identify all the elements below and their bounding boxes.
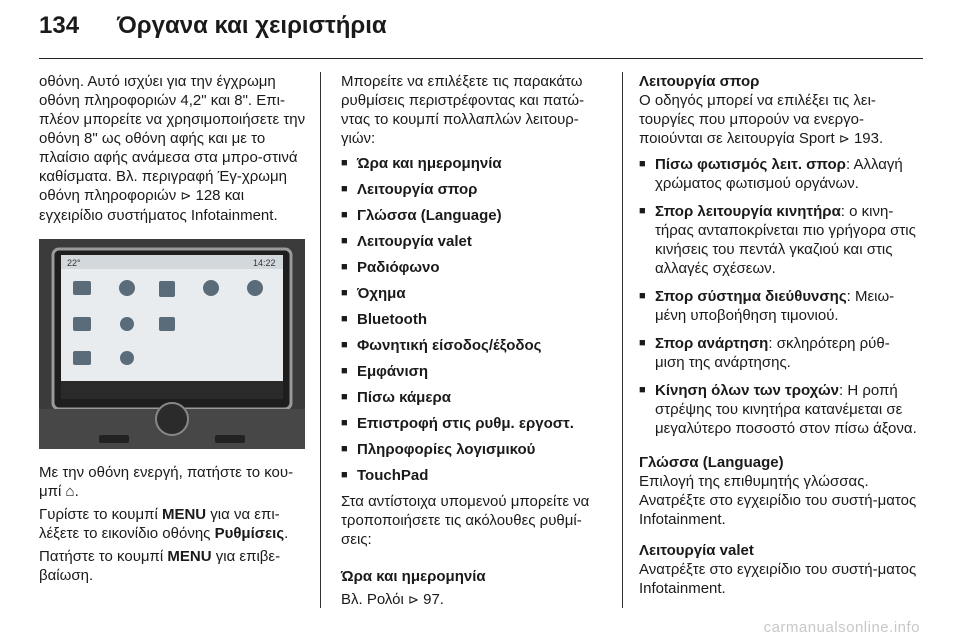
chapter-title: Όργανα και χειριστήρια bbox=[117, 12, 387, 39]
control-knob bbox=[156, 403, 188, 435]
list-item: ■ Πληροφορίες λογισμικού bbox=[341, 440, 609, 459]
paragraph-text: Γυρίστε το κουμπί bbox=[39, 506, 158, 523]
settings-label: Ρυθμίσεις bbox=[214, 525, 285, 542]
settings-list bbox=[341, 154, 609, 485]
menu-button-label: MENU bbox=[167, 548, 212, 565]
section-heading: Λειτουργία σπορ bbox=[639, 73, 760, 90]
sport-options-list bbox=[639, 155, 919, 438]
menu-button-label: MENU bbox=[161, 506, 207, 523]
section-text: Ανατρέξτε στο εγχειρίδιο του συστή-ματος Infotainment. bbox=[639, 561, 917, 597]
list-item: ■ Επιστροφή στις ρυθμ. εργοστ. bbox=[341, 414, 609, 433]
list-item: ■ Σπορ ανάρτηση: σκληρότερη ρύθ-μιση της ανάρτησης. bbox=[639, 334, 919, 372]
column-divider bbox=[320, 72, 321, 608]
list-item: ■ Κίνηση όλων των τροχών: Η ροπή στρέψης του κινητήρα κατανέμεται σε μεγαλύτερο ποσοστό στον πίσω άξονα. bbox=[639, 381, 919, 438]
page-ref[interactable]: 193. bbox=[853, 130, 884, 147]
list-item: ■ Πίσω κάμερα bbox=[341, 388, 609, 407]
list-item: ■ Σπορ σύστημα διεύθυνσης: Μειω-μένη υποβοήθηση τιμονιού. bbox=[639, 287, 919, 325]
page-ref-arrow-icon: ⊳ bbox=[838, 132, 850, 147]
list-item: ■ Bluetooth bbox=[341, 310, 609, 329]
section-heading: Λειτουργία valet bbox=[639, 542, 754, 559]
paragraph-text: Με την οθόνη ενεργή, πατήστε το κου-μπί bbox=[39, 464, 294, 500]
submenu-intro: Στα αντίστοιχα υπομενού μπορείτε να τροποποιήσετε τις ακόλουθες ρυθμί-σεις: bbox=[341, 493, 590, 548]
screen-app-icon bbox=[159, 317, 175, 331]
screen-app-icon bbox=[73, 351, 91, 365]
watermark: carmanualsonline.info bbox=[763, 619, 920, 636]
infotainment-screen-illustration bbox=[39, 239, 305, 449]
page-ref[interactable]: 128 bbox=[195, 187, 221, 204]
infotainment-screen-photo bbox=[39, 239, 305, 449]
column-left bbox=[39, 72, 307, 589]
list-item: ■ Λειτουργία σπορ bbox=[341, 180, 609, 199]
screen-app-icon bbox=[159, 281, 175, 297]
home-icon: ⌂ bbox=[65, 483, 75, 500]
screen-temp: 22° bbox=[67, 258, 81, 268]
paragraph-confirm bbox=[39, 547, 307, 585]
screen-app-icon bbox=[203, 280, 219, 296]
control-button bbox=[99, 435, 129, 443]
list-item: ■ Γλώσσα (Language) bbox=[341, 206, 609, 225]
list-item: ■ Λειτουργία valet bbox=[341, 232, 609, 251]
section-text: Επιλογή της επιθυμητής γλώσσας. Ανατρέξτε στο εγχειρίδιο του συστή-ματος Infotainment. bbox=[639, 473, 917, 528]
paragraph-text: για επιβε-βαίωση. bbox=[39, 548, 281, 584]
screen-app-icon bbox=[120, 351, 134, 365]
screen-app-icon bbox=[73, 317, 91, 331]
paragraph-text: Βλ. Ρολόι bbox=[341, 591, 404, 608]
column-right bbox=[639, 72, 919, 602]
header-rule bbox=[39, 58, 923, 59]
screen-app-icon bbox=[119, 280, 135, 296]
page-number: 134 bbox=[39, 12, 80, 39]
screen-app-icon bbox=[247, 280, 263, 296]
screen-app-icon bbox=[120, 317, 134, 331]
paragraph-press: Με την οθόνη ενεργή, πατήστε το κου-μπί ⌂. bbox=[39, 464, 294, 500]
page-ref-arrow-icon: ⊳ bbox=[408, 593, 419, 608]
section-heading: Ώρα και ημερομηνία bbox=[341, 568, 486, 585]
column-middle bbox=[341, 72, 609, 614]
screen-time: 14:22 bbox=[253, 258, 276, 268]
paragraph-text: Πατήστε το κουμπί bbox=[39, 548, 164, 565]
page-ref[interactable]: 97. bbox=[423, 591, 444, 608]
list-item: ■ Ώρα και ημερομηνία bbox=[341, 154, 609, 173]
list-item: ■ TouchPad bbox=[341, 466, 609, 485]
list-item: ■ Όχημα bbox=[341, 284, 609, 303]
list-item: ■ Πίσω φωτισμός λειτ. σπορ: Αλλαγή χρώματος φωτισμού οργάνων. bbox=[639, 155, 919, 193]
list-item: ■ Φωνητική είσοδος/έξοδος bbox=[341, 336, 609, 355]
paragraph-text: Ο οδηγός μπορεί να επιλέξει τις λει-τουργίες που μπορούν να ενεργο-ποιούνται σε λειτουργία Sport bbox=[639, 92, 876, 147]
list-item: ■ Σπορ λειτουργία κινητήρα: ο κινη-τήρας ανταποκρίνεται πιο γρήγορα στις κινήσεις του πεντάλ γκαζιού και στις αλλαγές σχέσεων. bbox=[639, 202, 919, 278]
section-text bbox=[639, 91, 919, 149]
list-item: ■ Ραδιόφωνο bbox=[341, 258, 609, 277]
column-divider bbox=[622, 72, 623, 608]
paragraph-turn: Γυρίστε το κουμπί MENU για να επι-λέξετε το εικονίδιο οθόνης Ρυθμίσεις. bbox=[39, 506, 289, 542]
list-item: ■ Εμφάνιση bbox=[341, 362, 609, 381]
section-heading: Γλώσσα (Language) bbox=[639, 454, 784, 471]
paragraph-text: και εγχειρίδιο συστήματος Infotainment. bbox=[39, 187, 278, 224]
screen-app-icon bbox=[73, 281, 91, 295]
control-button bbox=[215, 435, 245, 443]
page-ref-arrow-icon: ⊳ bbox=[180, 189, 192, 204]
paragraph-text: για να επι-λέξετε το εικονίδιο οθόνης bbox=[39, 506, 280, 542]
section-text bbox=[341, 590, 609, 610]
paragraph-intro bbox=[39, 72, 307, 225]
paragraph-text: οθόνη. Αυτό ισχύει για την έγχρωμη οθόνη πληροφοριών 4,2" και 8". Επι-πλέον μπορείτε να χρησιμοποιήσετε την οθόνη 8" ως οθόνη αφής και με το πλαίσιο αφής ανάμεσα στα μπρο-στινά καθίσματα. Βλ. περιγραφή Έγ-χρωμη οθόνη πληροφοριών bbox=[39, 73, 306, 204]
settings-intro: Μπορείτε να επιλέξετε τις παρακάτω ρυθμίσεις περιστρέφοντας και πατώ-ντας το κουμπί πολλαπλών λειτουρ-γιών: bbox=[341, 73, 585, 147]
